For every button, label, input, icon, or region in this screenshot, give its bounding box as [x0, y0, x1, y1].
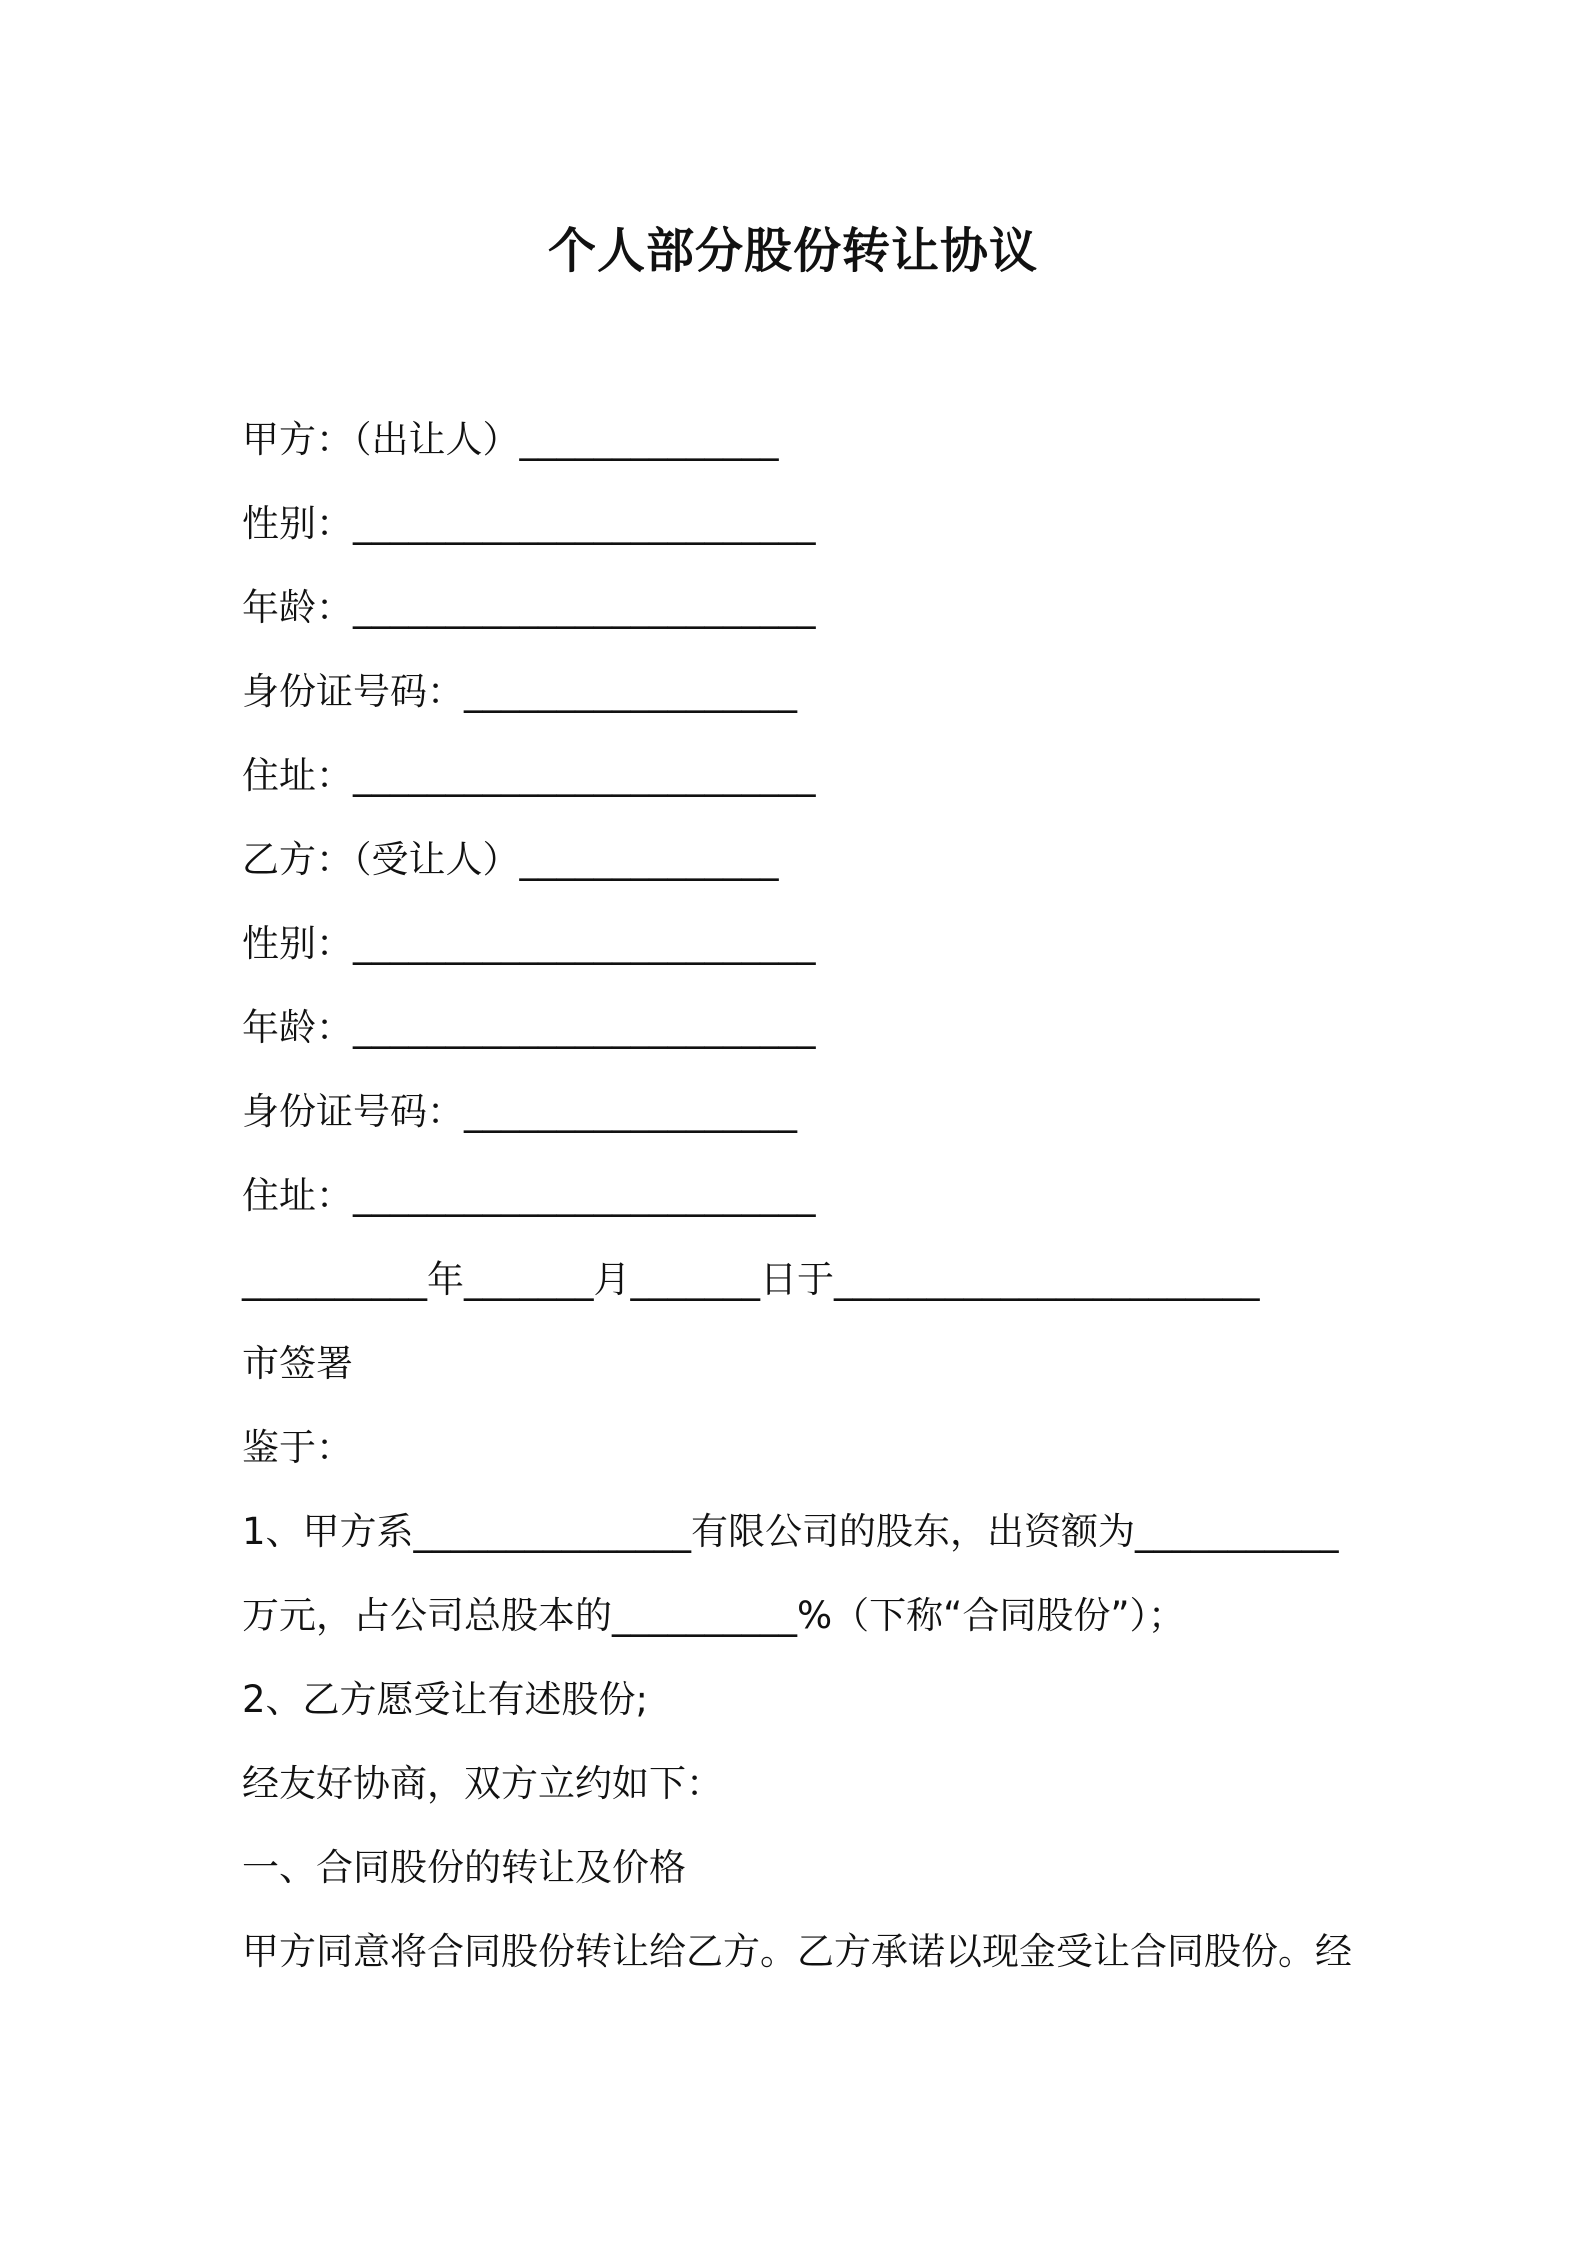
document-body — [242, 408, 1362, 2004]
party-a-address-line: 住址：_________________________ — [242, 754, 816, 797]
whereas-heading: 鉴于： — [242, 1426, 353, 1469]
party-b-address-line: 住址：_________________________ — [242, 1174, 816, 1217]
signing-city-line: 市签署 — [242, 1342, 353, 1385]
whereas-clause-1-cont: 万元，占公司总股本的__________%（下称“合同股份”）； — [242, 1594, 1185, 1637]
party-b-id-line: 身份证号码：__________________ — [242, 1090, 797, 1133]
party-b-line: 乙方：（受让人）______________ — [242, 838, 779, 881]
party-b-age-line: 年龄：_________________________ — [242, 1006, 816, 1049]
party-a-gender-line: 性别：_________________________ — [242, 502, 816, 545]
section-1-paragraph: 甲方同意将合同股份转让给乙方。乙方承诺以现金受让合同股份。经 — [242, 1930, 1352, 1973]
whereas-clause-2: 2、乙方愿受让有述股份; — [242, 1678, 649, 1721]
party-a-age-line: 年龄：_________________________ — [242, 586, 816, 629]
signing-date-line: __________年_______月_______日于_______________________ — [242, 1258, 1260, 1301]
party-a-id-line: 身份证号码：__________________ — [242, 670, 797, 713]
section-1-heading: 一、合同股份的转让及价格 — [242, 1846, 686, 1889]
whereas-clause-1: 1、甲方系_______________有限公司的股东，出资额为___________ — [242, 1510, 1339, 1553]
party-a-line: 甲方：（出让人）______________ — [242, 418, 779, 461]
document-title: 个人部分股份转让协议 — [547, 223, 1038, 279]
agreement-intro: 经友好协商，双方立约如下： — [242, 1762, 723, 1805]
party-b-gender-line: 性别：_________________________ — [242, 922, 816, 965]
